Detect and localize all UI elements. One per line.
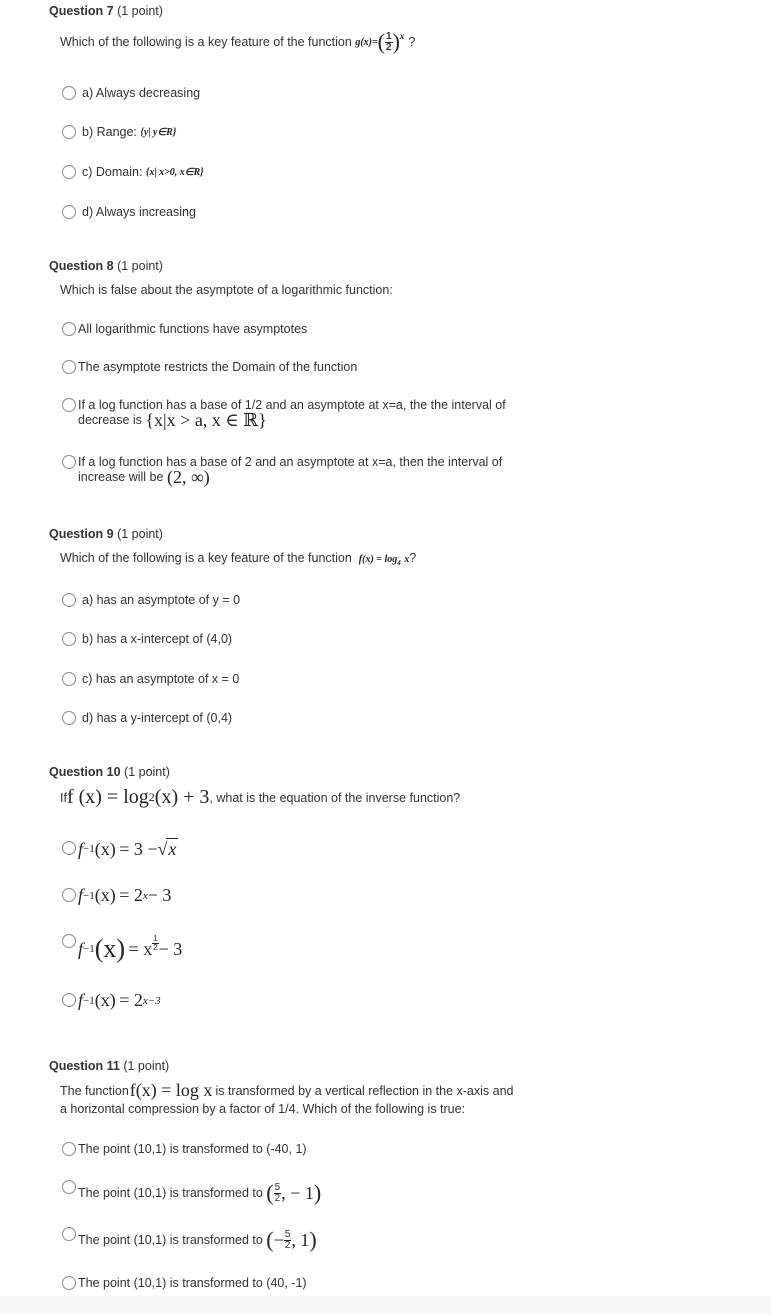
- inverse-f: f: [78, 938, 84, 959]
- option-line-1: If a log function has a base of 1/2 and an asymptote at x=a, the the interval of: [78, 398, 506, 412]
- option-label: The point (10,1) is transformed to (-40, 1): [78, 1142, 307, 1156]
- radio-button[interactable]: [62, 1276, 76, 1290]
- option-label: The point (10,1) is transformed to: [78, 1185, 263, 1200]
- inverse-arg: (x): [94, 838, 116, 859]
- option-label: a) has an asymptote of y = 0: [82, 593, 241, 607]
- exponent-denominator: 2: [153, 942, 158, 952]
- paren-open: (: [266, 1180, 274, 1205]
- question-9-prompt: [60, 551, 416, 567]
- question-points: (1 point): [117, 527, 163, 541]
- q11-option-1[interactable]: [62, 1142, 307, 1157]
- inverse-arg: (x): [94, 885, 116, 905]
- sqrt-radicand: x: [168, 839, 177, 859]
- radio-button[interactable]: [62, 1142, 76, 1156]
- q10-option-4[interactable]: [62, 990, 161, 1011]
- prompt-suffix: , what is the equation of the inverse function?: [209, 790, 461, 805]
- option-label: c) has an asymptote of x = 0: [82, 672, 240, 686]
- question-10-header: [49, 765, 170, 779]
- question-mark: ?: [408, 35, 416, 49]
- radio-button[interactable]: [62, 934, 76, 948]
- radio-button[interactable]: [62, 711, 76, 725]
- q9-option-a[interactable]: [62, 593, 240, 608]
- radio-button[interactable]: [62, 632, 76, 646]
- exponent-numerator: 1: [153, 933, 158, 943]
- q7-option-d[interactable]: [62, 205, 196, 220]
- option-math: {y| y∈R}: [140, 127, 177, 138]
- prompt-text: Which of the following is a key feature of the function: [60, 35, 352, 49]
- fraction-numerator: 5: [284, 1228, 291, 1240]
- base-numerator: 1: [386, 30, 392, 42]
- paren-close: ): [392, 29, 400, 54]
- option-label: b) has a x-intercept of (4,0): [82, 632, 233, 646]
- radio-button[interactable]: [62, 1180, 76, 1194]
- fraction-numerator: 5: [274, 1181, 281, 1193]
- option-label: The point (10,1) is transformed to: [78, 1232, 263, 1247]
- question-points: (1 point): [123, 1059, 170, 1073]
- question-11-header: [49, 1059, 169, 1073]
- function-base: 2: [148, 790, 155, 804]
- paren-open: (: [377, 29, 385, 54]
- q10-option-2[interactable]: [62, 885, 171, 906]
- fraction-denominator: 2: [274, 1192, 281, 1204]
- inverse-arg: (x): [94, 990, 116, 1010]
- option-label: a) Always decreasing: [82, 86, 201, 100]
- radio-button[interactable]: [62, 888, 76, 902]
- question-11-prompt-line-2: a horizontal compression by a factor of 1/4. Which of the following is true:: [60, 1102, 466, 1116]
- fraction-denominator: 2: [284, 1239, 291, 1251]
- radio-button[interactable]: [62, 593, 76, 607]
- question-number: Question 9: [49, 527, 114, 541]
- coord-sign: −: [273, 1229, 284, 1250]
- radio-button[interactable]: [62, 841, 76, 855]
- function-arg: x: [404, 554, 410, 565]
- coord-fraction: [284, 1230, 292, 1251]
- prompt-suffix: is transformed by a vertical reflection in the x-axis and: [215, 1083, 514, 1098]
- question-8-header: [49, 259, 163, 273]
- radio-button[interactable]: [62, 993, 76, 1007]
- function-rhs: (x) + 3: [154, 786, 210, 808]
- exponent: x: [399, 31, 405, 41]
- option-rhs-sup: x: [142, 889, 148, 902]
- function-math: f(x) = log x: [129, 1080, 213, 1100]
- option-label: c) Domain:: [82, 165, 143, 179]
- q8-option-1[interactable]: [62, 322, 307, 337]
- q7-option-b[interactable]: [62, 125, 176, 140]
- q8-option-4[interactable]: [62, 455, 502, 485]
- radio-button[interactable]: [62, 1227, 76, 1241]
- radio-button[interactable]: [62, 455, 76, 469]
- function-label: f(x) = log: [358, 554, 398, 565]
- radio-button[interactable]: [62, 86, 76, 100]
- option-math: {x|x > a, x ∈ ℝ}: [145, 410, 267, 430]
- q11-option-3[interactable]: [62, 1227, 317, 1253]
- question-mark: ?: [409, 551, 417, 565]
- option-line-1: If a log function has a base of 2 and an asymptote at x=a, then the interval of: [78, 455, 503, 469]
- function-base: 4: [397, 559, 401, 567]
- option-line-2: decrease is: [78, 413, 142, 427]
- question-number: Question 11: [49, 1059, 120, 1073]
- coord-tail: , 1: [291, 1229, 310, 1250]
- radio-button[interactable]: [62, 360, 76, 374]
- option-label: d) has a y-intercept of (0,4): [82, 711, 233, 725]
- question-11-prompt-line-1: [60, 1080, 513, 1101]
- q10-option-1[interactable]: [62, 838, 178, 860]
- inverse-sup: −1: [83, 994, 95, 1007]
- option-math: {x| x>0, x∈R}: [145, 167, 204, 178]
- question-number: Question 8: [49, 259, 114, 273]
- q9-option-b[interactable]: [62, 632, 232, 647]
- page-bottom-band: [0, 1296, 771, 1314]
- option-rhs-tail: − 3: [147, 885, 172, 905]
- question-7-header: [49, 4, 163, 18]
- q8-option-2[interactable]: [62, 360, 357, 375]
- question-points: (1 point): [124, 765, 170, 779]
- sqrt-symbol: √: [157, 838, 168, 859]
- radio-button[interactable]: [62, 398, 76, 412]
- q7-option-a[interactable]: [62, 86, 200, 101]
- question-points: (1 point): [117, 4, 163, 18]
- radio-button[interactable]: [62, 322, 76, 336]
- q7-option-c[interactable]: [62, 165, 204, 180]
- option-rhs: = 3 −: [119, 838, 158, 859]
- prompt-prefix: The function: [60, 1083, 129, 1098]
- option-label: The point (10,1) is transformed to (40, -1): [78, 1276, 307, 1290]
- paren-close: ): [313, 1180, 322, 1205]
- option-label: The asymptote restricts the Domain of the function: [78, 360, 358, 374]
- option-label: b) Range:: [82, 125, 137, 139]
- inverse-arg: (x): [94, 934, 126, 963]
- question-9-header: [49, 527, 163, 541]
- q11-option-2[interactable]: [62, 1180, 321, 1206]
- inverse-sup: −1: [83, 889, 95, 902]
- inverse-f: f: [78, 838, 84, 859]
- radio-button[interactable]: [62, 672, 76, 686]
- coord-fraction: [274, 1183, 282, 1204]
- q9-option-d[interactable]: [62, 711, 232, 726]
- radio-button[interactable]: [62, 165, 76, 179]
- option-rhs: = 2: [119, 990, 143, 1010]
- question-number: Question 10: [49, 765, 121, 779]
- inverse-sup: −1: [83, 943, 95, 955]
- coord-tail: , − 1: [281, 1182, 314, 1203]
- question-8-prompt: Which is false about the asymptote of a logarithmic function:: [60, 283, 393, 297]
- prompt-prefix: If: [60, 790, 67, 805]
- option-label: All logarithmic functions have asymptotes: [78, 322, 308, 336]
- option-rhs: = x: [128, 938, 153, 959]
- option-rhs-tail: − 3: [158, 938, 183, 959]
- option-math: (2, ∞): [166, 467, 210, 487]
- q8-option-3[interactable]: [62, 398, 506, 428]
- base-fraction: [385, 32, 393, 53]
- question-10-prompt: [60, 786, 460, 809]
- question-number: Question 7: [49, 4, 114, 18]
- question-7-prompt: [60, 31, 415, 53]
- radio-button[interactable]: [62, 205, 76, 219]
- q9-option-c[interactable]: [62, 672, 239, 687]
- function-lhs: f (x) = log: [66, 786, 149, 808]
- question-points: (1 point): [117, 259, 163, 273]
- q11-option-4[interactable]: [62, 1276, 307, 1291]
- option-line-2: increase will be: [78, 470, 164, 484]
- inverse-f: f: [78, 990, 84, 1010]
- radio-button[interactable]: [62, 125, 76, 139]
- option-rhs-sup: x−3: [142, 994, 161, 1007]
- prompt-text: Which of the following is a key feature of the function: [60, 551, 352, 565]
- inverse-sup: −1: [83, 843, 95, 855]
- paren-close: ): [309, 1227, 317, 1252]
- option-label: d) Always increasing: [82, 205, 196, 219]
- option-rhs: = 2: [119, 885, 143, 905]
- base-denominator: 2: [386, 41, 392, 53]
- paren-open: (: [266, 1227, 274, 1252]
- q10-option-3[interactable]: [62, 934, 182, 964]
- function-label: g(x)=: [355, 36, 378, 48]
- inverse-f: f: [78, 885, 84, 905]
